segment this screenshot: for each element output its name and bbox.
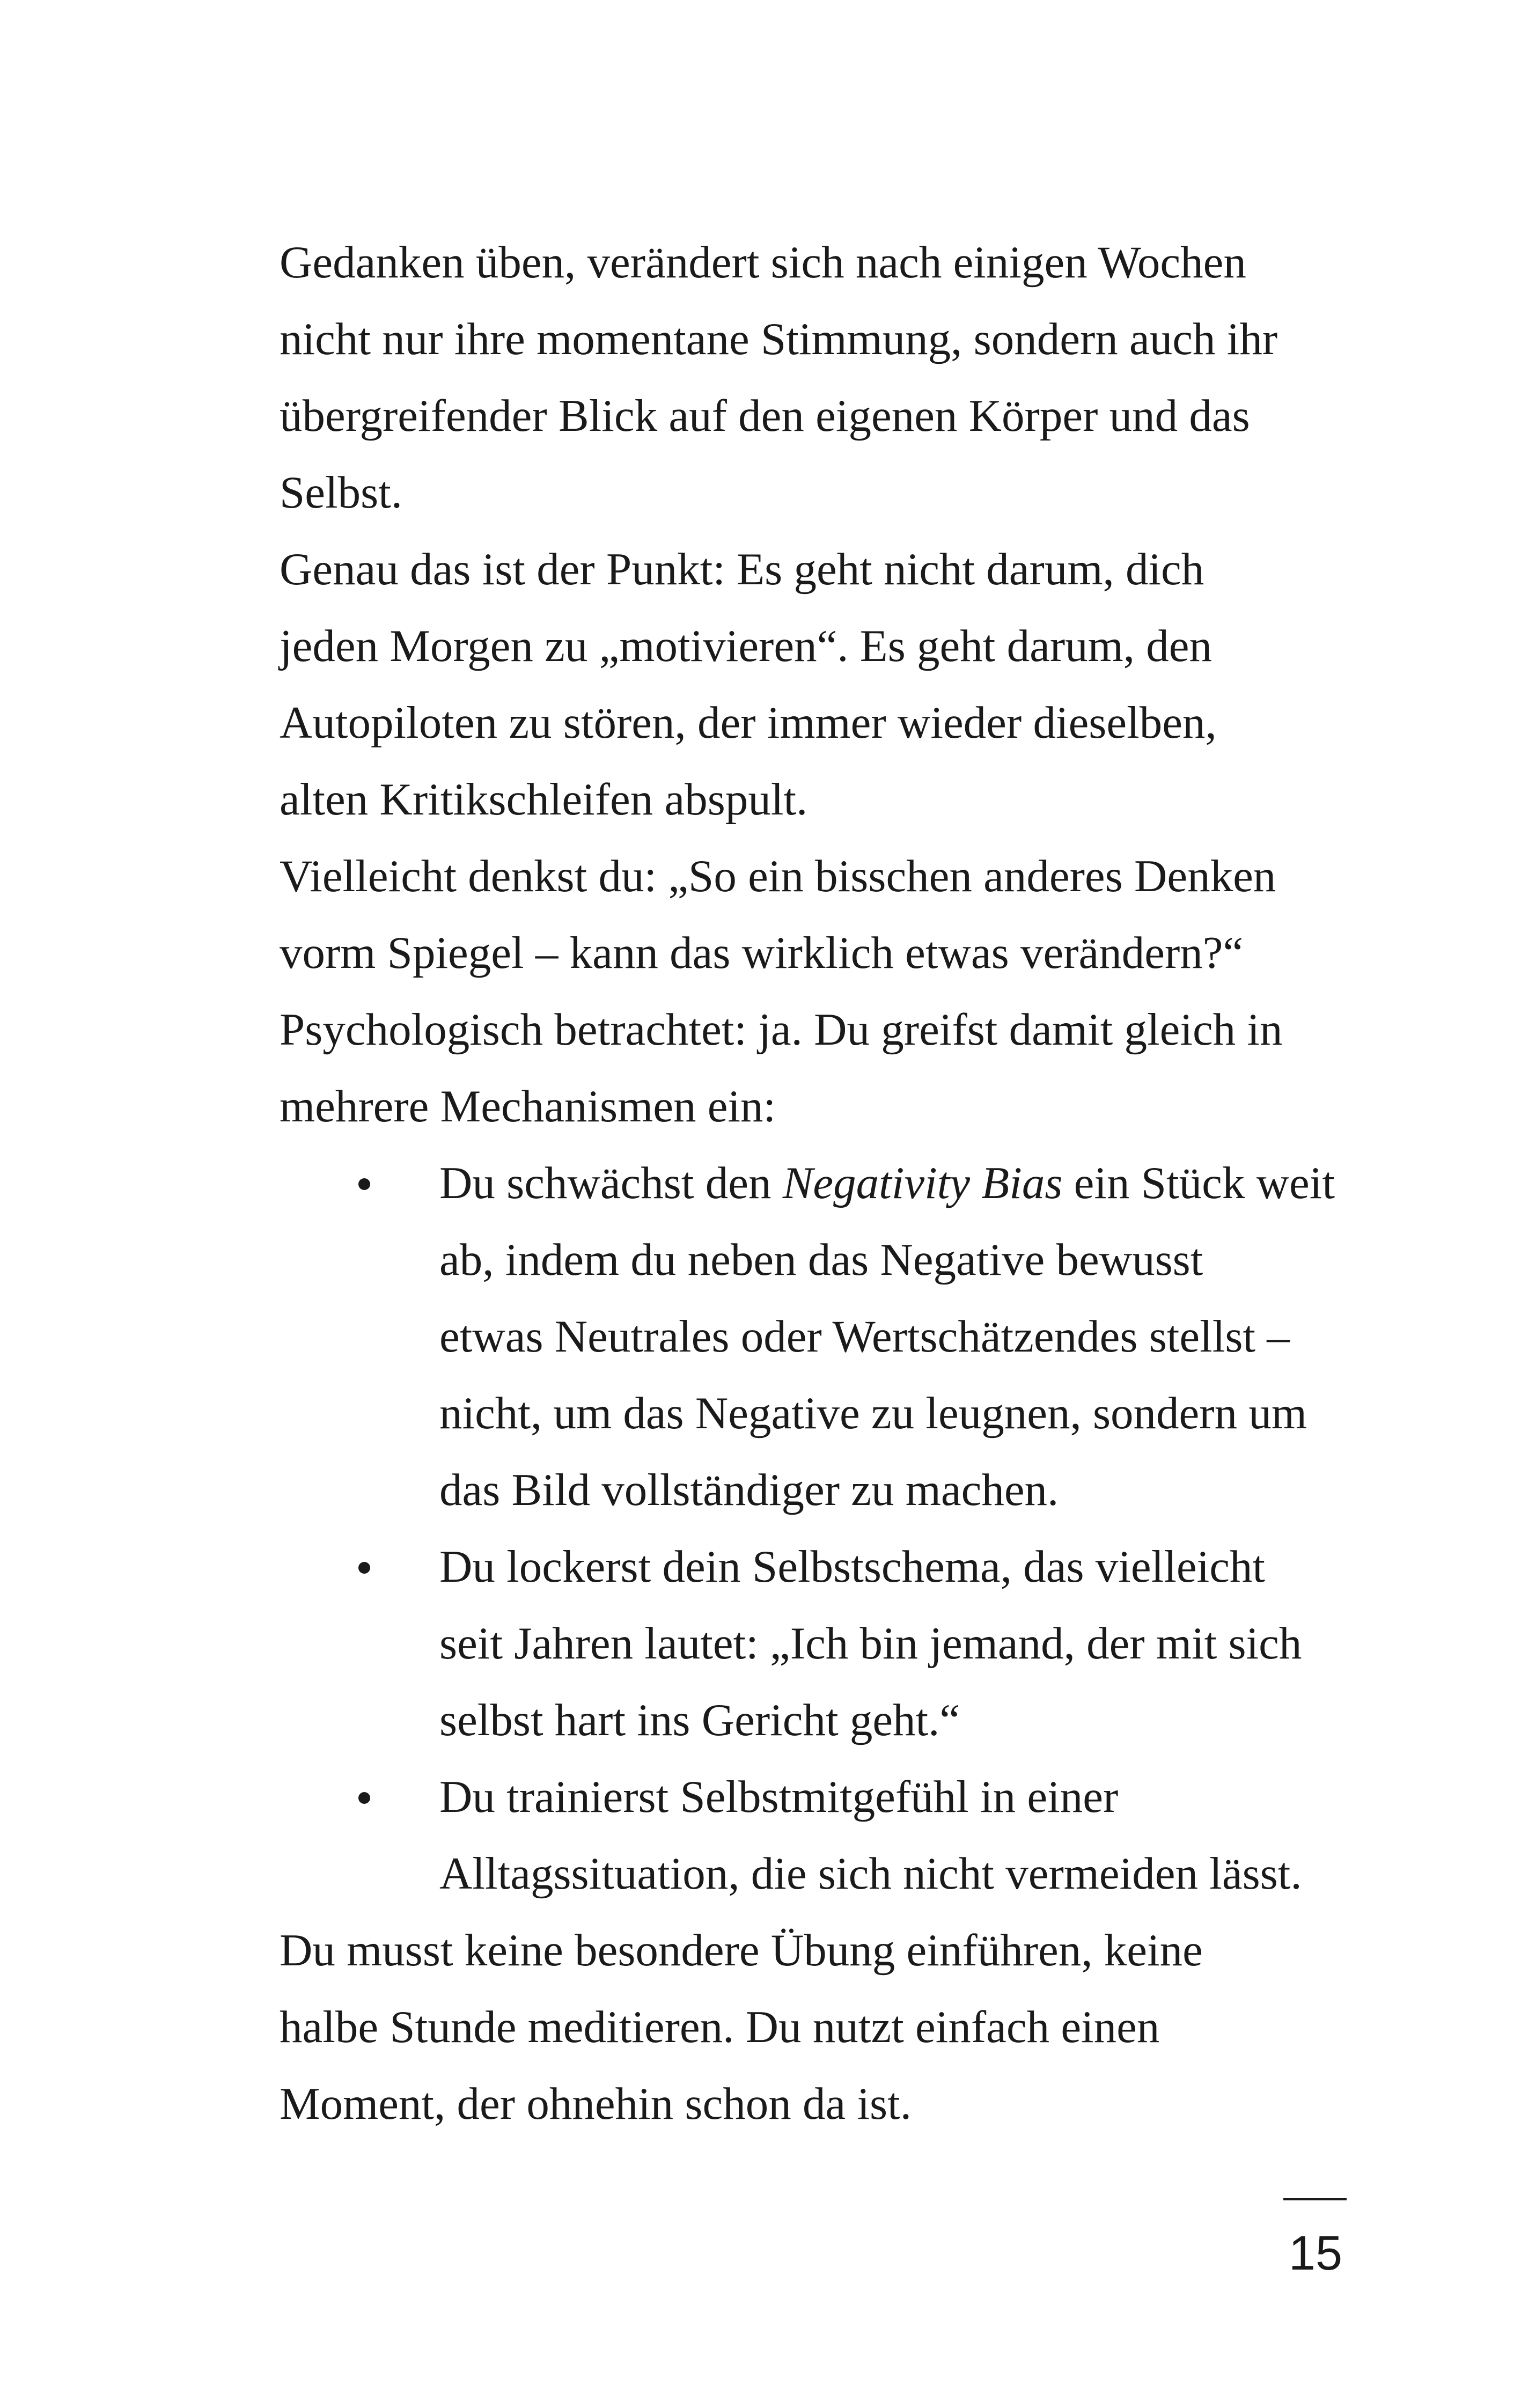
text-line: übergreifender Blick auf den eigenen Körper und das [280,391,1250,441]
paragraph [280,224,1358,531]
body-text [280,224,1358,2142]
text-line: vorm Spiegel – kann das wirklich etwas verändern?“ [280,928,1244,978]
list-item [280,1529,1358,1759]
text-line: Psychologisch betrachtet: ja. Du greifst damit gleich in [280,1004,1283,1055]
list-item [280,1145,1358,1529]
text-line: Vielleicht denkst du: „So ein bisschen anderes Denken [280,851,1276,901]
text-line: das Bild vollständiger zu machen. [439,1465,1059,1515]
text-line: Moment, der ohnehin schon da ist. [280,2079,912,2129]
footer-rule [1283,2198,1347,2200]
text-line: nicht nur ihre momentane Stimmung, sondern auch ihr [280,314,1278,364]
text-line: alten Kritikschleifen abspult. [280,774,808,825]
mechanism-list [280,1145,1358,1912]
text-line: Du trainierst Selbstmitgefühl in einer [439,1772,1119,1822]
text-line: jeden Morgen zu „motivieren“. Es geht darum, den [280,621,1213,671]
text-line: Autopiloten zu stören, der immer wieder dieselben, [280,698,1217,748]
italic-term: Negativity Bias [782,1158,1063,1208]
list-item [280,1759,1358,1912]
text-line: Du lockerst dein Selbstschema, das vielleicht [439,1541,1266,1592]
text-line: Alltagssituation, die sich nicht vermeiden lässt. [439,1848,1302,1899]
text-line: ab, indem du neben das Negative bewusst [439,1235,1203,1285]
text-line: etwas Neutrales oder Wertschätzendes stellst – [439,1311,1290,1362]
text-line: mehrere Mechanismen ein: [280,1081,776,1132]
text-line: nicht, um das Negative zu leugnen, sondern um [439,1388,1307,1438]
text-line: Gedanken üben, verändert sich nach einigen Wochen [280,237,1246,288]
paragraph [280,531,1358,838]
paragraph [280,838,1358,1145]
bullet-icon [358,1178,370,1190]
text-line [439,1145,1358,1222]
text-line: Genau das ist der Punkt: Es geht nicht darum, dich [280,544,1204,594]
paragraph [280,1912,1358,2142]
bullet-icon [358,1792,370,1804]
text-line: Du musst keine besondere Übung einführen, keine [280,1925,1203,1976]
bullet-icon [358,1562,370,1574]
text-run: Du schwächst den [439,1158,783,1208]
page-number: 15 [1288,2227,1343,2280]
text-run: ein Stück weit [1062,1158,1335,1208]
text-line: selbst hart ins Gericht geht.“ [439,1695,960,1745]
text-line: halbe Stunde meditieren. Du nutzt einfach einen [280,2002,1160,2052]
text-line: seit Jahren lautet: „Ich bin jemand, der mit sich [439,1618,1302,1669]
text-line: Selbst. [280,467,403,518]
